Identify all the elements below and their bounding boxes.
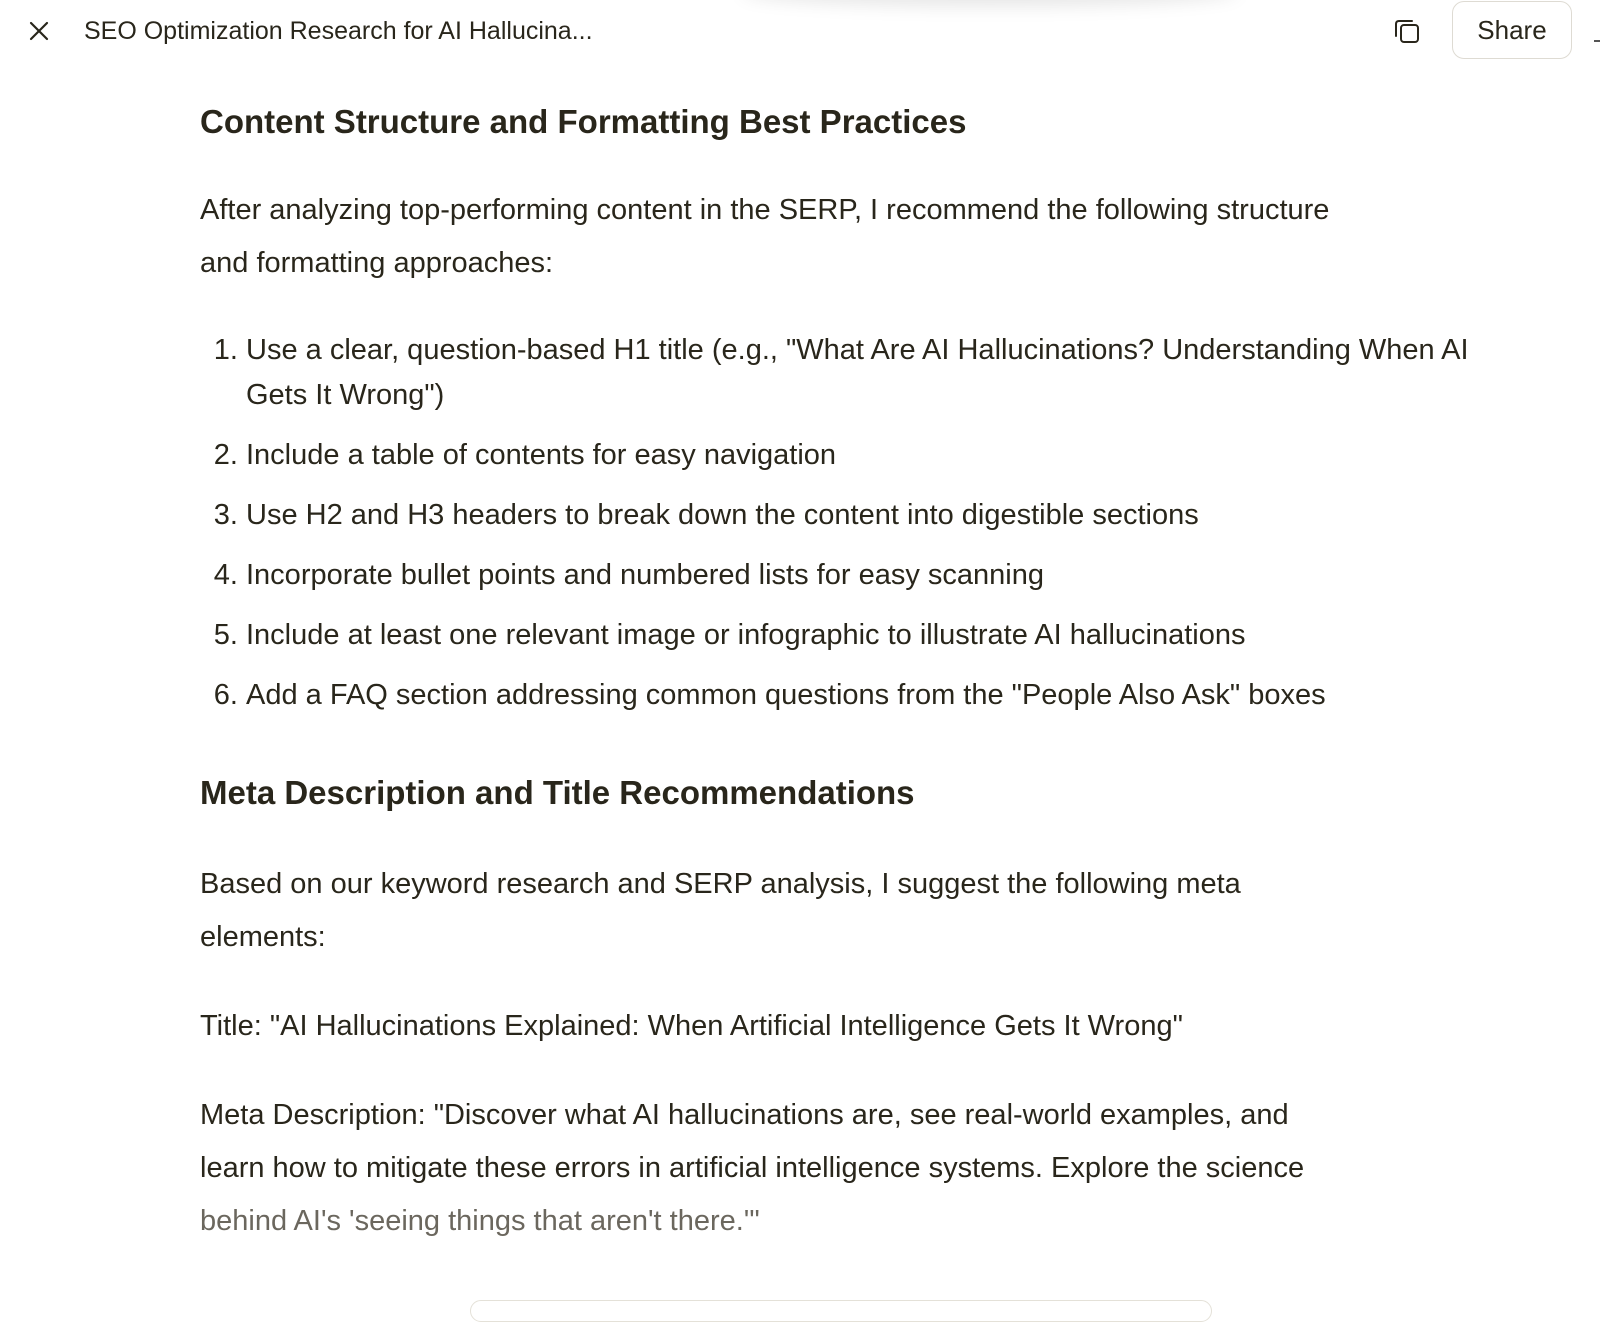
- meta-description-line-2: learn how to mitigate these errors in artificial intelligence systems. Explore the science: [200, 1152, 1305, 1184]
- close-button[interactable]: [22, 14, 56, 48]
- list-item: 6. Add a FAQ section addressing common questions from the "People Also Ask" boxes: [246, 673, 1480, 718]
- meta-description-line-3: behind AI's 'seeing things that aren't there.'": [200, 1205, 760, 1237]
- structure-intro-line-2: and formatting approaches:: [200, 247, 554, 279]
- close-icon: [28, 20, 50, 42]
- bottom-input-edge: [470, 1300, 1212, 1322]
- top-bar: [0, 0, 1600, 62]
- copy-icon: [1392, 16, 1422, 46]
- section-heading-meta: Meta Description and Title Recommendations: [200, 774, 915, 811]
- list-item: 4. Incorporate bullet points and numbered lists for easy scanning: [246, 553, 1480, 598]
- structure-intro-line-1: After analyzing top-performing content in the SERP, I recommend the following structure: [200, 194, 1330, 226]
- meta-description-line-1: Meta Description: "Discover what AI hallucinations are, see real-world examples, and: [200, 1099, 1289, 1131]
- structure-intro: [200, 184, 1480, 290]
- list-item: 1. Use a clear, question-based H1 title (e.g., "What Are AI Hallucinations? Understanding When AI Gets It Wrong"): [246, 328, 1480, 418]
- meta-intro-line-2: elements:: [200, 921, 326, 953]
- list-item: 5. Include at least one relevant image or infographic to illustrate AI hallucinations: [246, 613, 1480, 658]
- list-item: 2. Include a table of contents for easy navigation: [246, 433, 1480, 478]
- document-content: [200, 100, 1480, 1248]
- document-title: SEO Optimization Research for AI Hallucina...: [84, 17, 593, 45]
- copy-button[interactable]: [1388, 12, 1426, 50]
- meta-intro-line-1: Based on our keyword research and SERP analysis, I suggest the following meta: [200, 868, 1241, 900]
- share-button[interactable]: Share: [1452, 1, 1572, 59]
- edge-divider: [1594, 40, 1600, 42]
- recommendations-list: [200, 328, 1480, 718]
- list-item: 3. Use H2 and H3 headers to break down the content into digestible sections: [246, 493, 1480, 538]
- meta-description-recommendation: [200, 1089, 1480, 1248]
- title-recommendation: Title: "AI Hallucinations Explained: When Artificial Intelligence Gets It Wrong": [200, 1010, 1183, 1042]
- meta-intro: [200, 858, 1480, 964]
- section-heading-structure: Content Structure and Formatting Best Practices: [200, 103, 967, 140]
